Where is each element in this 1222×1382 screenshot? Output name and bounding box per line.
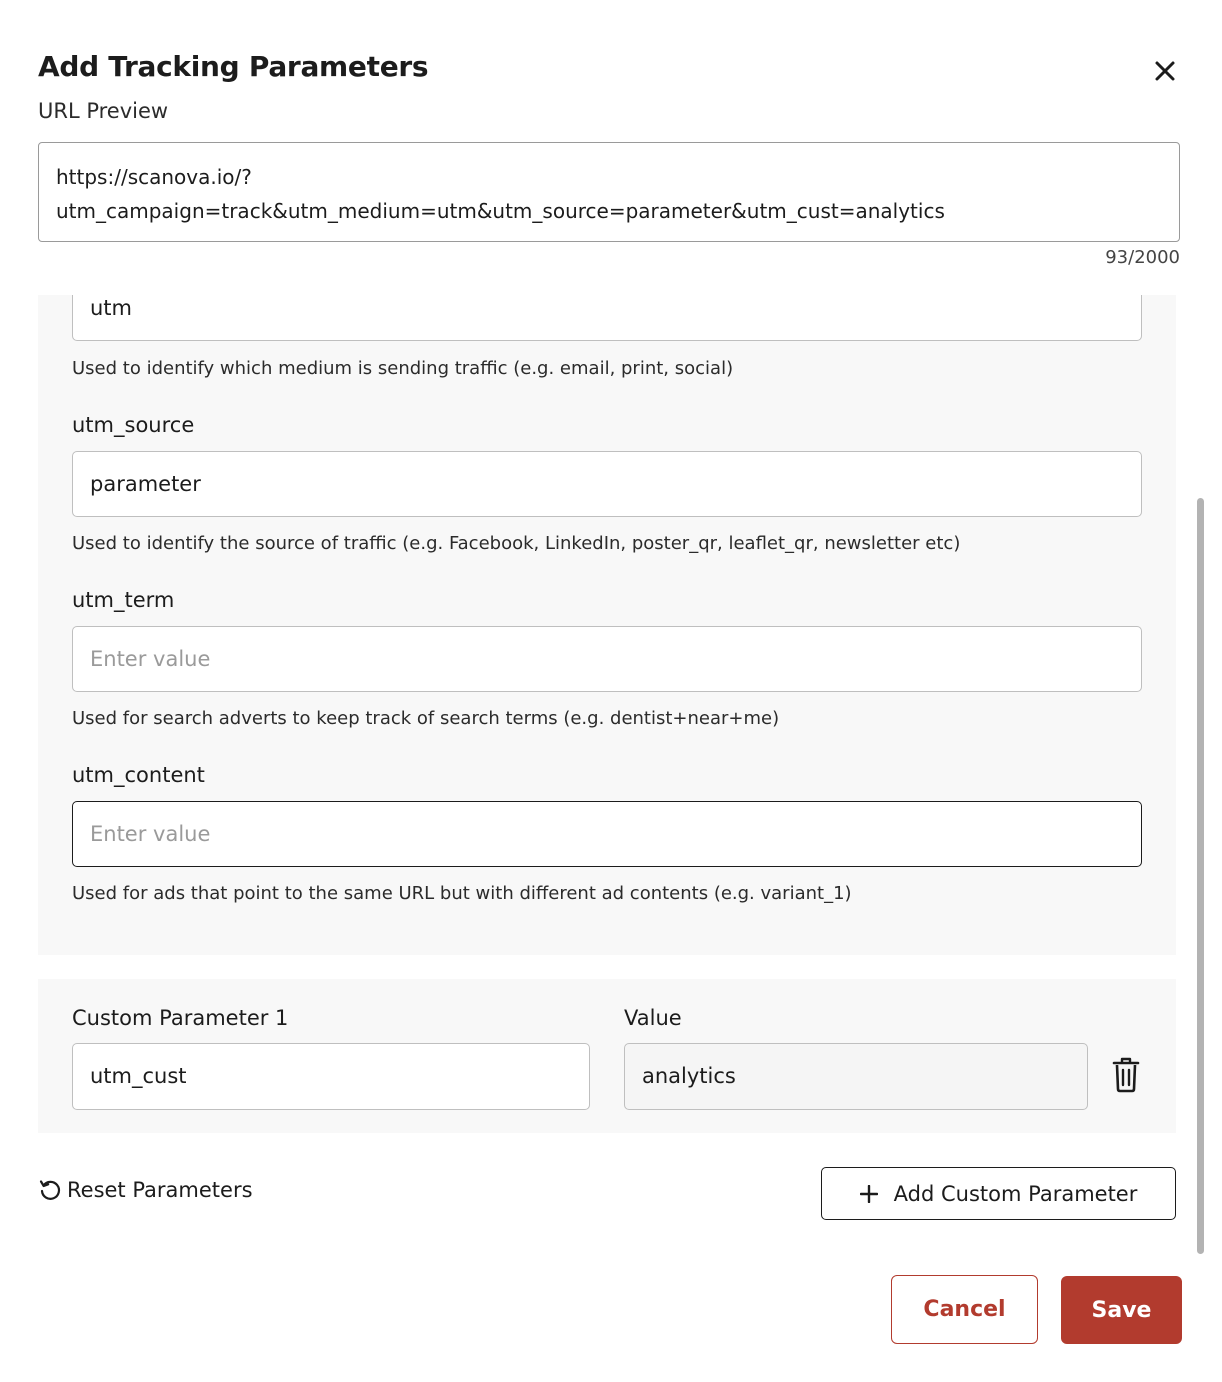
dialog-title: Add Tracking Parameters	[38, 50, 429, 83]
custom-parameter-value-label: Value	[624, 1006, 682, 1030]
utm-source-input[interactable]: parameter	[72, 451, 1142, 517]
add-custom-parameter-button[interactable]	[821, 1167, 1176, 1220]
save-button[interactable]: Save	[1061, 1276, 1182, 1344]
utm-term-input[interactable]: Enter value	[72, 626, 1142, 692]
add-custom-parameter-label: Add Custom Parameter	[893, 1181, 1138, 1206]
custom-parameter-name-label: Custom Parameter 1	[72, 1006, 289, 1030]
close-icon[interactable]	[1150, 56, 1180, 86]
utm-content-helper: Used for ads that point to the same URL but with different ad contents (e.g. variant_1)	[72, 883, 852, 904]
utm-source-helper: Used to identify the source of traffic (e.g. Facebook, LinkedIn, poster_qr, leaflet_qr, newsletter etc)	[72, 533, 961, 554]
reset-parameters-label: Reset Parameters	[67, 1178, 253, 1202]
plus-icon	[860, 1185, 878, 1203]
trash-icon[interactable]	[1112, 1057, 1140, 1093]
cancel-button[interactable]: Cancel	[891, 1275, 1038, 1344]
custom-parameter-row	[38, 979, 1176, 1133]
reset-icon	[38, 1178, 62, 1202]
utm-medium-input[interactable]: utm	[72, 295, 1142, 341]
reset-parameters-button[interactable]	[38, 1178, 253, 1202]
utm-content-label: utm_content	[72, 763, 205, 787]
parameters-panel[interactable]	[38, 295, 1176, 955]
custom-parameter-value-input[interactable]: analytics	[624, 1043, 1088, 1110]
url-preview-label: URL Preview	[38, 99, 169, 123]
utm-term-label: utm_term	[72, 588, 175, 612]
custom-parameter-name-input[interactable]: utm_cust	[72, 1043, 590, 1110]
utm-term-helper: Used for search adverts to keep track of search terms (e.g. dentist+near+me)	[72, 708, 780, 729]
utm-medium-helper: Used to identify which medium is sending traffic (e.g. email, print, social)	[72, 358, 734, 379]
url-preview-field[interactable]: https://scanova.io/? utm_campaign=track&utm_medium=utm&utm_source=parameter&utm_cust=analytics	[38, 142, 1180, 242]
utm-source-label: utm_source	[72, 413, 195, 437]
character-counter: 93/2000	[1105, 247, 1180, 268]
utm-content-input[interactable]: Enter value	[72, 801, 1142, 867]
scrollbar-thumb[interactable]	[1197, 498, 1204, 1254]
